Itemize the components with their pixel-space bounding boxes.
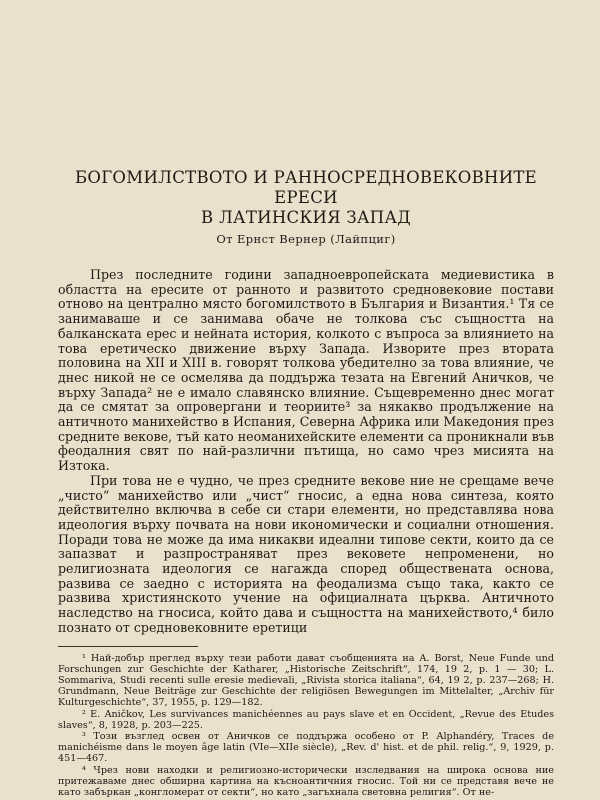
footnote: ² E. Aničkov, Les survivances manichéennes au pays slave et en Occident, „Revue des Etudes slaves“, 8, 1928, p. 203—225. bbox=[58, 708, 554, 731]
article-title-line-1: БОГОМИЛСТВОТО И РАННОСРЕДНОВЕКОВНИТЕ ЕРЕСИ bbox=[74, 168, 538, 207]
footnote: ⁴ Чрез нови находки и религиозно-исторически изследвания на широка основа ние притежаваме днес обширна картина на късноантичния гносис. Той ни се представя вече не като забъркан „конгломерат от секти“, но като „загъхнала световна религия“. От не- bbox=[58, 764, 554, 799]
body-paragraph: През последните години западноевропейската медиевистика в областта на ересите от ранното и развитото средновековие постави отново на централно място богомилството в България и Византия.¹ Тя се занимаваше и се занимава обаче не толкова със същността на балканската ерес и нейната история, колкото с въпроса за влиянието на това еретическо движение върху Запада. Изворите през втората половина на XII и XIII в. говорят толкова убедително за това влияние, че днес никой не се осмелява да поддържа тезата на Евгений Аничков, че върху Запада² не е имало славянско влияние. Същевременно днес могат да се смятат за опровергани и теориите³ за някакво продължение на античното манихейство в Испания, Северна Африка или Македония през средните векове, тъй като неоманихейските елементи са проникнали във феодалния свят по най-различни пътища, но само чрез мисията на Изтока. bbox=[58, 267, 554, 474]
body-paragraph: При това не е чудно, че през средните векове ние не срещаме вече „чисто“ манихейство или „чист“ гносис, а една нова синтеза, която действително включва в себе си стари елементи, но представлява нова идеология върху почвата на нови икономически и социални отношения. Поради това не може да има никакви идеални типове секти, които да се запазват и разпространяват през вековете непроменени, но религиозната идеология се нагажда според обществената основа, развива се заедно с историята на феодализма също така, както се развива християнското учение на официалната църква. Античното наследство на гносиса, който дава и същността на манихейството,⁴ било познато от средновековните еретици bbox=[58, 472, 554, 635]
article-title-line-2: В ЛАТИНСКИЯ ЗАПАД bbox=[201, 208, 411, 227]
article-title bbox=[58, 168, 554, 228]
article-body bbox=[58, 268, 554, 636]
footnote-divider bbox=[58, 646, 198, 647]
footnotes bbox=[58, 653, 554, 799]
footnote: ¹ Най-добър преглед върху тези работи дават съобщенията на A. Borst, Neue Funde und Forschungen zur Geschichte der Katharer, „Historische Zeitschrift“, 174, 19 2, p. 1 — 30; L. Sommariva, Studi recenti sulle eresie medievali, „Rivista storica italiana“, 64, 19 2, p. 237—268; H. Grundmann, Neue Beiträge zur Geschichte der religiösen Bewegungen im Mittelalter, „Archiv für Kulturgeschichte“, 37, 1955, p. 129—182. bbox=[58, 652, 554, 709]
footnote: ³ Този възглед освен от Аничков се поддържа особено от P. Alphandéry, Traces de manichéisme dans le moyen âge latin (VIe—XIIe siècle), „Rev. d' hist. et de phil. relig.“, 9, 1929, p. 451—467. bbox=[58, 731, 554, 765]
author-byline: От Ернст Вернер (Лайпциг) bbox=[216, 232, 396, 246]
